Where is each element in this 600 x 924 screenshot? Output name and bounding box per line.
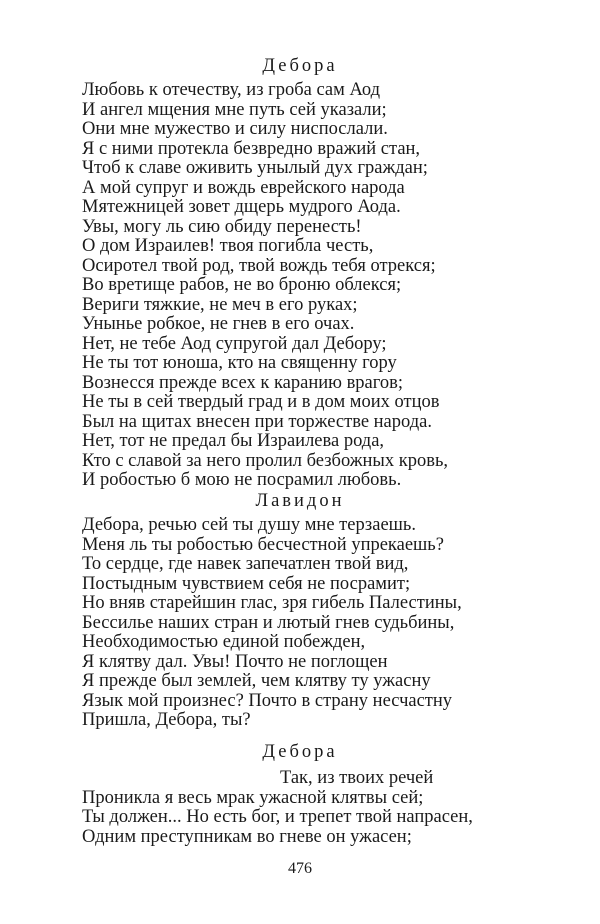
verse-line: Проникла я весь мрак ужасной клятвы сей; (82, 787, 424, 808)
verse-line: Был на щитах внесен при торжестве народа. (82, 411, 432, 432)
verse-line: Постыдным чувствием себя не посрамит; (82, 573, 411, 594)
speaker-heading-debora-1: Дебора (262, 56, 338, 76)
verse-line: Унынье робкое, не гнев в его очах. (82, 314, 355, 334)
page-number: 476 (288, 860, 312, 877)
verse-block-debora-1 (82, 81, 522, 491)
verse-block-lavidon (82, 516, 522, 731)
verse-line: Но вняв старейшин глас, зря гибель Палестины, (82, 593, 462, 613)
speaker-heading-debora-2: Дебора (262, 742, 338, 762)
verse-line: Пришла, Дебора, ты? (82, 710, 251, 730)
verse-line: И ангел мщения мне путь сей указали; (82, 99, 387, 120)
verse-line: Меня ль ты робостью бесчестной упрекаешь? (82, 534, 444, 555)
verse-line: Я прежде был землей, чем клятву ту ужасну (82, 671, 431, 691)
verse-line: Не ты тот юноша, кто на священну гору (82, 353, 397, 373)
verse-line: Необходимостью единой побежден, (82, 632, 366, 652)
verse-line: Мятежницей зовет дщерь мудрого Аода. (82, 197, 401, 217)
verse-line: Кто с славой за него пролил безбожных кровь, (82, 450, 449, 471)
verse-block-debora-2 (82, 769, 522, 847)
verse-line: Любовь к отечеству, из гроба сам Аод (82, 80, 381, 100)
verse-line: Ты должен... Но есть бог, и трепет твой напрасен, (82, 807, 473, 827)
verse-line: Вериги тяжкие, не меч в его руках; (82, 294, 358, 315)
verse-line: Вознесся прежде всех к каранию врагов; (82, 372, 404, 393)
verse-line: И робостью б мою не посрамил любовь. (82, 470, 402, 490)
verse-line: Я с ними протекла безвредно вражий стан, (82, 138, 421, 159)
verse-line: Не ты в сей твердый град и в дом моих отцов (82, 392, 440, 412)
speaker-heading-lavidon: Лавидон (255, 491, 345, 511)
verse-line: Во вретище рабов, не во броню облекся; (82, 275, 402, 295)
verse-line: Бессилье наших стран и лютый гнев судьбины, (82, 612, 455, 633)
verse-line: Нет, тот не предал бы Израилева рода, (82, 431, 385, 451)
verse-line: Они мне мужество и силу ниспослали. (82, 119, 388, 139)
verse-line: Я клятву дал. Увы! Почто не поглощен (82, 651, 388, 672)
verse-line: А мой супруг и вождь еврейского народа (82, 177, 405, 198)
verse-line: Одним преступникам во гневе он ужасен; (82, 826, 412, 847)
verse-line-indented: Так, из твоих речей (280, 768, 434, 788)
verse-line: Дебора, речью сей ты душу мне терзаешь. (82, 515, 416, 535)
verse-line: Язык мой произнес? Почто в страну несчастну (82, 690, 453, 711)
verse-line: Чтоб к славе оживить унылый дух граждан; (82, 158, 428, 178)
verse-line: Нет, не тебе Аод супругой дал Дебору; (82, 333, 387, 354)
verse-line: Увы, могу ль сию обиду перенесть! (82, 216, 362, 237)
verse-line: О дом Израилев! твоя погибла честь, (82, 236, 374, 256)
verse-line: То сердце, где навек запечатлен твой вид, (82, 554, 409, 574)
verse-line: Осиротел твой род, твой вождь тебя отрекся; (82, 255, 436, 276)
